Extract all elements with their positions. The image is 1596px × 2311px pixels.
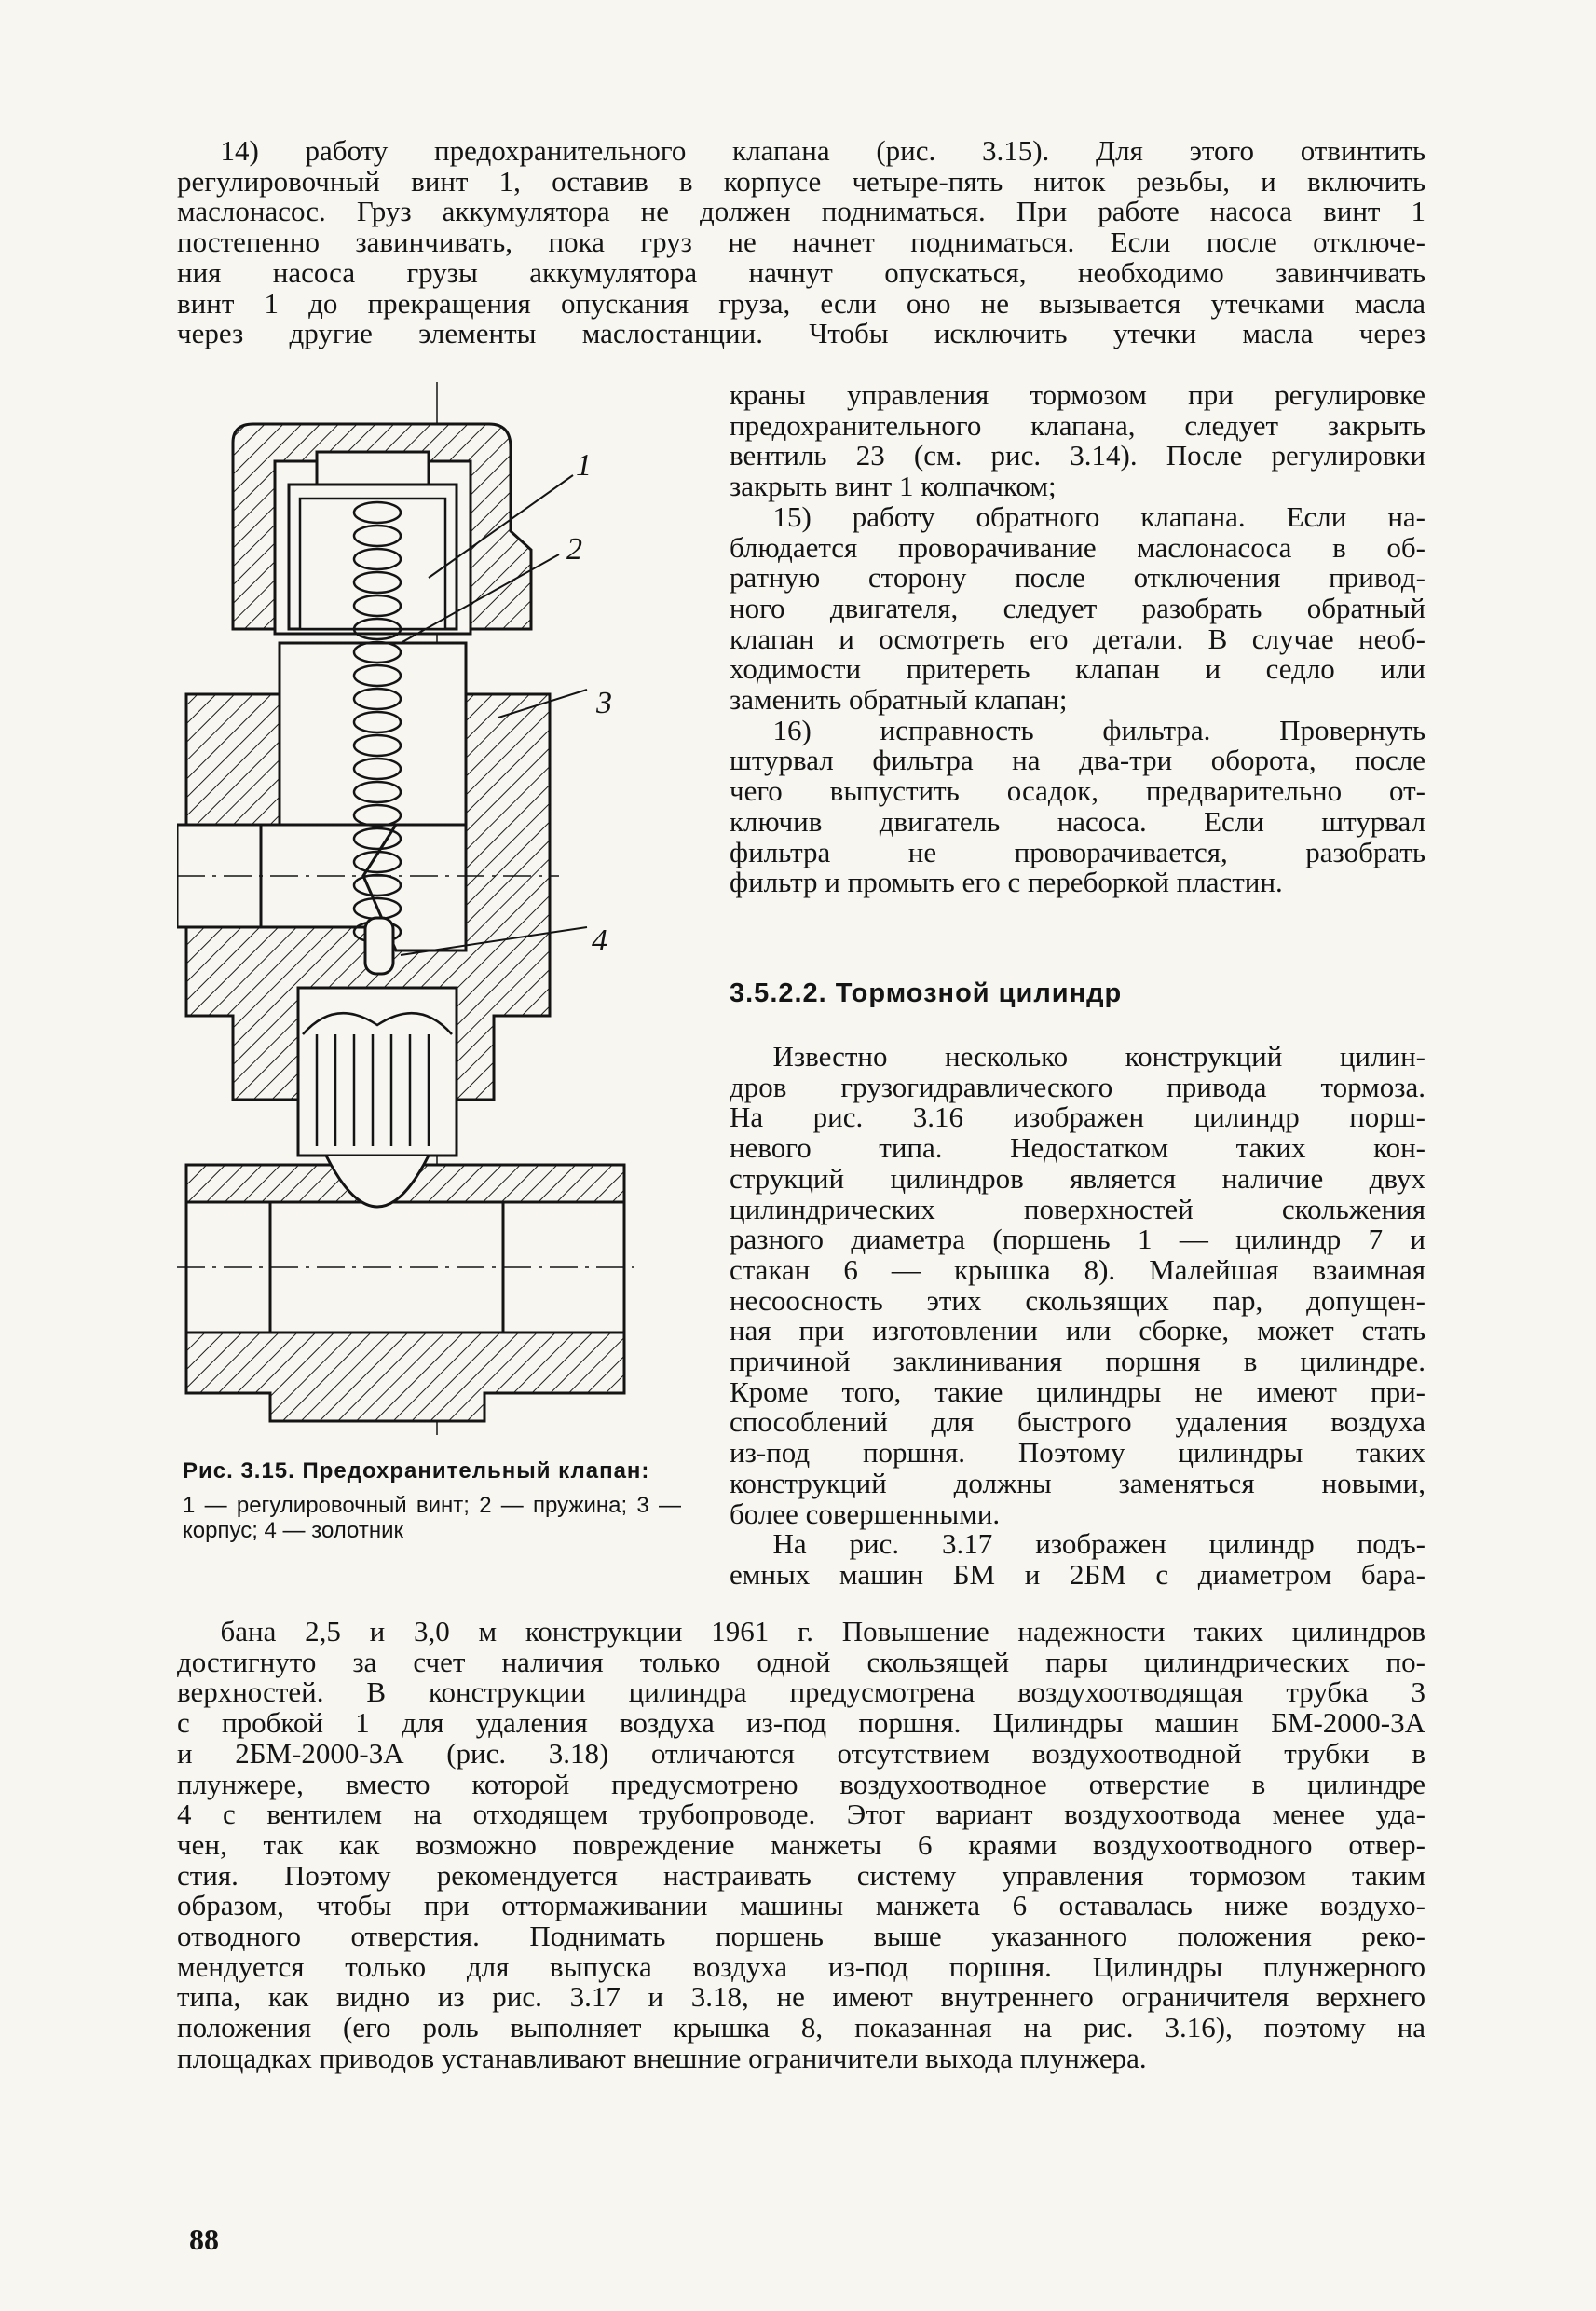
right-column-paragraphs: [730, 380, 1425, 898]
text-line: закрыть винт 1 колпачком;: [730, 470, 1057, 503]
text-line: струкций цилиндров является наличие двух: [730, 1161, 1425, 1195]
text-line: бана 2,5 и 3,0 м конструкции 1961 г. Повышение надежности таких цилиндров: [220, 1615, 1425, 1648]
text-line: через другие элементы маслостанции. Чтобы исключить утечки масла через: [177, 317, 1425, 350]
text-line: штурвал фильтра на два-три оборота, после: [730, 744, 1425, 777]
text-line: стия. Поэтому рекомендуется настраивать систему управления тормозом таким: [177, 1858, 1425, 1892]
text-line: конструкций должны заменяться новыми,: [730, 1466, 1425, 1499]
intro-paragraph: [177, 136, 1425, 349]
continued-paragraph: [177, 1617, 1425, 2074]
text-line: несоосность этих скользящих пар, допущен-: [730, 1283, 1425, 1317]
text-line: 4 с вентилем на отходящем трубопроводе. Этот вариант воздухоотвода менее уда-: [177, 1798, 1425, 1831]
text-line: более совершенными.: [730, 1497, 1001, 1530]
text-line: с пробкой 1 для удаления воздуха из-под поршня. Цилиндры машин БМ-2000-3А: [177, 1706, 1425, 1740]
figure-caption: [183, 1458, 681, 1543]
text-line: фильтра не проворачивается, разобрать: [730, 835, 1425, 868]
text-line: ходимости притереть клапан и седло или: [730, 652, 1425, 686]
brake-cylinder-paragraph: [730, 1042, 1425, 1591]
figure-label: 4: [592, 923, 607, 958]
text-line: клапан и осмотреть его детали. В случае необ-: [730, 622, 1425, 655]
text-line: емных машин БМ и 2БМ с диаметром бара-: [730, 1557, 1425, 1591]
text-line: и 2БМ-2000-3А (рис. 3.18) отличаются отсутствием воздухоотводной трубки в: [177, 1736, 1425, 1770]
text-line: чего выпустить осадок, предварительно от-: [730, 774, 1425, 808]
text-line: винт 1 до прекращения опускания груза, если оно не вызывается утечками масла: [177, 286, 1425, 320]
text-line: причиной заклинивания поршня в цилиндре.: [730, 1345, 1425, 1378]
figure-label: 3: [596, 686, 612, 720]
text-line: регулировочный винт 1, оставив в корпусе четыре-пять ниток резьбы, и включить: [177, 164, 1425, 198]
text-line: На рис. 3.17 изображен цилиндр подъ-: [772, 1527, 1425, 1561]
text-line: плунжере, вместо которой предусмотрено воздухоотводное отверстие в цилиндре: [177, 1767, 1425, 1800]
text-line: дров грузогидравлического привода тормоза.: [730, 1070, 1425, 1103]
text-line: положения (его роль выполняет крышка 8, показанная на рис. 3.16), поэтому на: [177, 2011, 1425, 2044]
text-line: отводного отверстия. Поднимать поршень выше указанного положения реко-: [177, 1920, 1425, 1953]
text-line: верхностей. В конструкции цилиндра предусмотрена воздухоотводящая трубка 3: [177, 1675, 1425, 1709]
text-line: фильтр и промыть его с переборкой пластин.: [730, 866, 1283, 899]
text-line: маслонасос. Груз аккумулятора не должен подниматься. При работе насоса винт 1: [177, 195, 1425, 228]
text-line: ная при изготовлении или сборке, может стать: [730, 1314, 1425, 1347]
caption-title: Рис. 3.15. Предохранительный клапан:: [183, 1458, 650, 1484]
text-line: разного диаметра (поршень 1 — цилиндр 7 и: [730, 1223, 1425, 1256]
text-line: постепенно завинчивать, пока груз не начнет подниматься. Если после отключе-: [177, 226, 1425, 259]
safety-valve-figure: [177, 382, 699, 1440]
text-line: ного двигателя, следует разобрать обратный: [730, 591, 1425, 624]
text-line: типа, как видно из рис. 3.17 и 3.18, не имеют внутреннего ограничителя верхнего: [177, 1980, 1425, 2014]
text-line: стакан 6 — крышка 8). Малейшая взаимная: [730, 1252, 1425, 1286]
figure-label: 2: [566, 532, 582, 567]
text-line: 15) работу обратного клапана. Если на-: [772, 499, 1425, 533]
text-line: из-под поршня. Поэтому цилиндры таких: [730, 1436, 1425, 1470]
text-line: площадках приводов устанавливают внешние ограничители выхода плунжера.: [177, 2041, 1147, 2074]
text-line: заменить обратный клапан;: [730, 683, 1068, 717]
text-line: краны управления тормозом при регулировке: [730, 378, 1425, 411]
text-line: ния насоса грузы аккумулятора начнут опускаться, необходимо завинчивать: [177, 255, 1425, 289]
text-line: Известно несколько конструкций цилин-: [772, 1040, 1425, 1073]
caption-legend: 1 — регулировочный винт; 2 — пружина; 3 — корпус; 4 — золотник: [183, 1493, 681, 1543]
text-line: вентиль 23 (см. рис. 3.14). После регулировки: [730, 439, 1425, 472]
text-line: 16) исправность фильтра. Провернуть: [772, 713, 1425, 746]
text-line: Кроме того, такие цилиндры не имеют при-: [730, 1374, 1425, 1408]
text-line: ратную сторону после отключения привод-: [730, 561, 1425, 595]
text-line: ключив двигатель насоса. Если штурвал: [730, 804, 1425, 838]
figure-label: 1: [576, 448, 592, 483]
page-number: 88: [189, 2222, 219, 2256]
text-line: блюдается проворачивание маслонасоса в об-: [730, 530, 1425, 564]
text-line: образом, чтобы при оттормаживании машины манжета 6 оставалась ниже воздухо-: [177, 1889, 1425, 1922]
text-line: На рис. 3.16 изображен цилиндр порш-: [730, 1101, 1425, 1134]
text-line: предохранительного клапана, следует закрыть: [730, 408, 1425, 442]
section-heading: 3.5.2.2. Тормозной цилиндр: [730, 978, 1123, 1008]
text-line: достигнуто за счет наличия только одной скользящей пары цилиндрических по-: [177, 1645, 1425, 1678]
text-line: чен, так как возможно повреждение манжеты 6 краями воздухоотводного отвер-: [177, 1827, 1425, 1861]
text-line: мендуется только для выпуска воздуха из-под поршня. Цилиндры плунжерного: [177, 1949, 1425, 1983]
text-line: цилиндрических поверхностей скольжения: [730, 1192, 1425, 1225]
text-line: способлений для быстрого удаления воздуха: [730, 1405, 1425, 1439]
text-line: невого типа. Недостатком таких кон-: [730, 1131, 1425, 1165]
text-line: 14) работу предохранительного клапана (рис. 3.15). Для этого отвинтить: [220, 134, 1425, 167]
